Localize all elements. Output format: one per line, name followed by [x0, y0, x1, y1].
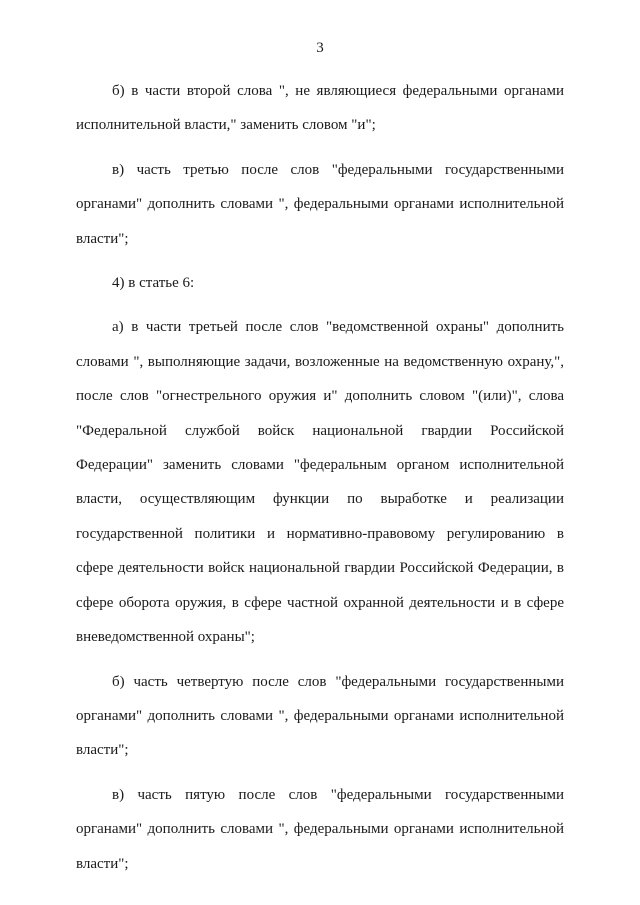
page-number: 3: [316, 40, 324, 56]
document-body: [76, 74, 564, 881]
paragraph-b-part-four: б) часть четвертую после слов "федеральными государственными органами" дополнить словами ", федеральными органами исполнительной власти";: [76, 673, 564, 759]
paragraph-a-part-three: а) в части третьей после слов "ведомственной охраны" дополнить словами ", выполняющие задачи, возложенные на ведомственную охрану,", после слов "огнестрельного оружия и" дополнить словом "(или)", слова "Федеральной службой войск национальной гвардии Российской Федерации" заменить словами "федеральным органом исполнительной власти, осуществляющим функции по выработке и реализации государственной политики и нормативно-правовому регулированию в сфере деятельности войск национальной гвардии Российской Федерации, в сфере оборота оружия, в сфере частной охранной деятельности и в сфере вневедомственной охраны";: [76, 319, 564, 646]
paragraph-b-part-two: б) в части второй слова ", не являющиеся федеральными органами исполнительной власти," заменить словом "и";: [76, 83, 564, 134]
paragraph-item-4-article-6: 4) в статье 6:: [112, 275, 195, 292]
paragraph-v-part-five: в) часть пятую после слов "федеральными государственными органами" дополнить словами ", федеральными органами исполнительной власти";: [76, 786, 564, 872]
paragraph-v-part-three: в) часть третью после слов "федеральными государственными органами" дополнить словами ", федеральными органами исполнительной власти";: [76, 161, 564, 247]
